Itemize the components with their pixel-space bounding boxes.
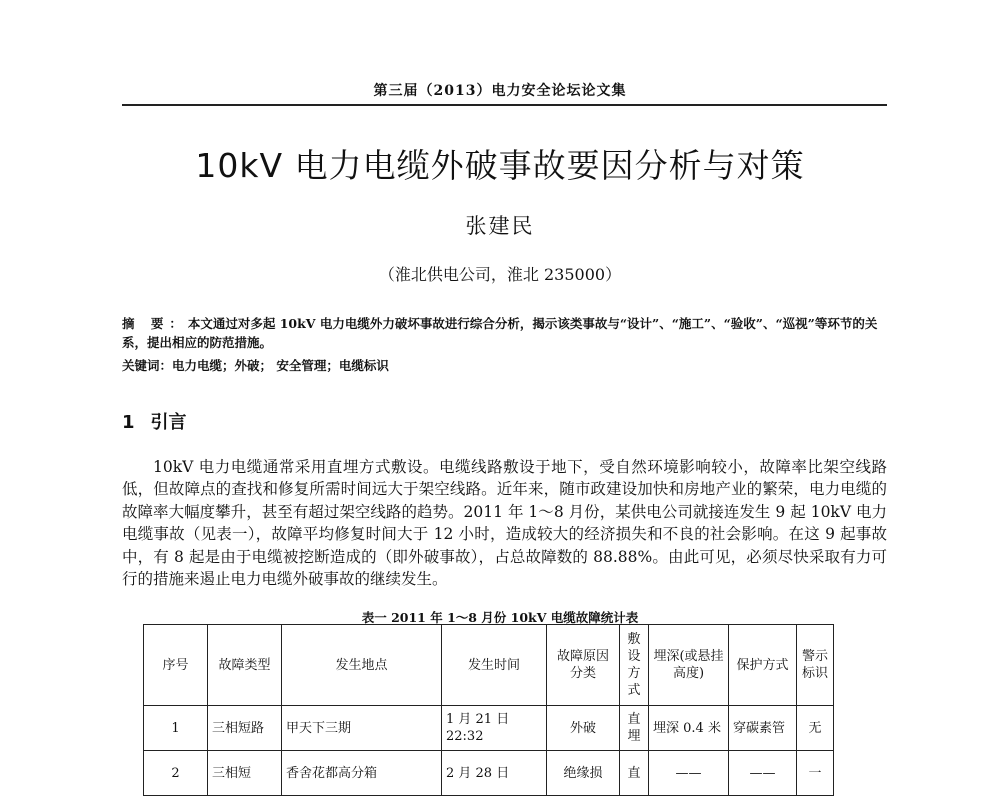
table-cell: 三相短 — [208, 751, 282, 796]
table-cell: 直埋 — [620, 706, 649, 751]
keywords — [122, 356, 887, 375]
header-cell: 发生时间 — [442, 625, 547, 706]
table-cell: 直 — [620, 751, 649, 796]
table-cell: 三相短路 — [208, 706, 282, 751]
abstract — [122, 314, 887, 352]
fault-statistics-table — [143, 624, 834, 796]
abstract-text: 本文通过对多起 10kV 电力电缆外力破坏事故进行综合分析，揭示该类事故与“设计”、“施工”、“验收”、“巡视”等环节的关系，提出相应的防范措施。 — [122, 316, 878, 350]
section-heading — [122, 408, 187, 434]
table-cell: 香舍花都高分箱 — [282, 751, 442, 796]
keywords-text: 电力电缆；外破； 安全管理；电缆标识 — [172, 358, 389, 373]
abstract-label: 摘 要： — [122, 316, 188, 331]
table-cell: —— — [729, 751, 797, 796]
header-cell: 埋深(或悬挂高度) — [649, 625, 729, 706]
table-cell: 一 — [797, 751, 834, 796]
section-title: 引言 — [150, 412, 187, 433]
table-caption: 表一 2011 年 1～8 月份 10kV 电缆故障统计表 — [361, 610, 639, 625]
table-row — [144, 751, 834, 796]
paper-title: 10kV 电力电缆外破事故要因分析与对策 — [195, 146, 805, 185]
header-cell: 警示标识 — [797, 625, 834, 706]
journal-header: 第三届（2013）电力安全论坛论文集 — [373, 83, 627, 99]
table-cell: 2 — [144, 751, 208, 796]
table-cell: 1 — [144, 706, 208, 751]
header-cell: 故障类型 — [208, 625, 282, 706]
table-header-row — [144, 625, 834, 706]
paper-author: 张建民 — [465, 214, 535, 238]
table-cell: 埋深 0.4 米 — [649, 706, 729, 751]
table-cell: 1 月 21 日 22:32 — [442, 706, 547, 751]
table-cell: 绝缘损 — [547, 751, 620, 796]
table-cell: 穿碳素管 — [729, 706, 797, 751]
header-cell: 保护方式 — [729, 625, 797, 706]
keywords-label: 关键词： — [122, 358, 173, 373]
header-cell: 序号 — [144, 625, 208, 706]
header-cell: 发生地点 — [282, 625, 442, 706]
table-cell: 无 — [797, 706, 834, 751]
table-cell: 2 月 28 日 — [442, 751, 547, 796]
table-cell: 外破 — [547, 706, 620, 751]
author-affiliation: （淮北供电公司，淮北 235000） — [378, 265, 622, 284]
section-number: 1 — [122, 412, 135, 433]
table-row — [144, 706, 834, 751]
header-rule — [122, 104, 887, 106]
header-cell: 故障原因分类 — [547, 625, 620, 706]
table-cell: 甲天下三期 — [282, 706, 442, 751]
table-cell: —— — [649, 751, 729, 796]
body-paragraph: 10kV 电力电缆通常采用直埋方式敷设。电缆线路敷设于地下，受自然环境影响较小，故障率比架空线路低，但故障点的查找和修复所需时间远大于架空线路。近年来，随市政建设加快和房地产业的繁荣，电力电缆的故障率大幅度攀升，甚至有超过架空线路的趋势。2011 年 1～8 月份，某供电公司就接连发生 9 起 10kV 电力电缆事故（见表一），故障平均修复时间大于 12 小时，造成较大的经济损失和不良的社会影响。在这 9 起事故中，有 8 起是由于电缆被挖断造成的（即外破事故），占总故障数的 88.88%。由此可见，必须尽快采取有力可行的措施来遏止电力电缆外破事故的继续发生。 — [122, 458, 887, 589]
header-cell: 敷设方式 — [620, 625, 649, 706]
